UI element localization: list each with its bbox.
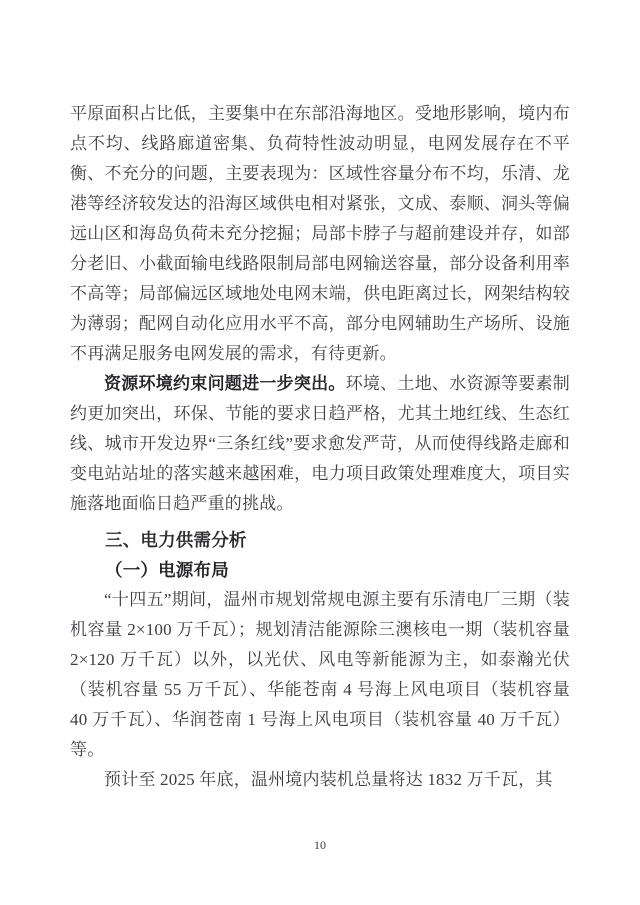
subsection-heading-power-source-layout: （一）电源布局 — [105, 560, 229, 580]
paragraph-power-source-layout: “十四五”期间，温州市规划常规电源主要有乐清电厂三期（装机容量 2×100 万千瓦）；规划清洁能源除三澳核电一期（装机容量 2×120 万千瓦）以外，以光伏、风电等新能源为主，如泰瀚光伏（装机容量 55 万千瓦）、华能苍南 4 号海上风电项目（装机容量 40 万千瓦）、华润苍南 1 号海上风电项目（装机容量 40 万千瓦）等。 — [70, 590, 570, 759]
paragraph-resource-rest: 环境、土地、水资源等要素制约更加突出，环保、节能的要求日趋严格，尤其土地红线、生态红线、城市开发边界“三条红线”要求愈发严苛，从而使得线路走廊和变电站站址的落实越来越困难，电力项目政策处理难度大，项目实施落地面临日趋严重的挑战。 — [70, 374, 570, 513]
section-heading-power-supply-demand: 三、电力供需分析 — [105, 530, 247, 550]
page-body — [70, 99, 570, 795]
paragraph-lead-bold: 资源环境约束问题进一步突出。 — [104, 374, 346, 393]
paragraph-grid-development: 平原面积占比低，主要集中在东部沿海地区。受地形影响，境内布点不均、线路廊道密集、负荷特性波动明显，电网发展存在不平衡、不充分的问题，主要表现为：区域性容量分布不均，乐清、龙港等经济较发达的沿海区域供电相对紧张，文成、泰顺、洞头等偏远山区和海岛负荷未充分挖掘；局部卡脖子与超前建设并存，如部分老旧、小截面输电线路限制局部电网输送容量，部分设备利用率不高等；局部偏远区域地处电网末端，供电距离过长，网架结构较为薄弱；配网自动化应用水平不高，部分电网辅助生产场所、设施不再满足服务电网发展的需求，有待更新。 — [70, 104, 570, 363]
page-number: 10 — [314, 838, 326, 852]
paragraph-capacity-forecast: 预计至 2025 年底，温州境内装机总量将达 1832 万千瓦，其 — [104, 770, 553, 789]
paragraph-resource-constraints — [70, 369, 570, 519]
